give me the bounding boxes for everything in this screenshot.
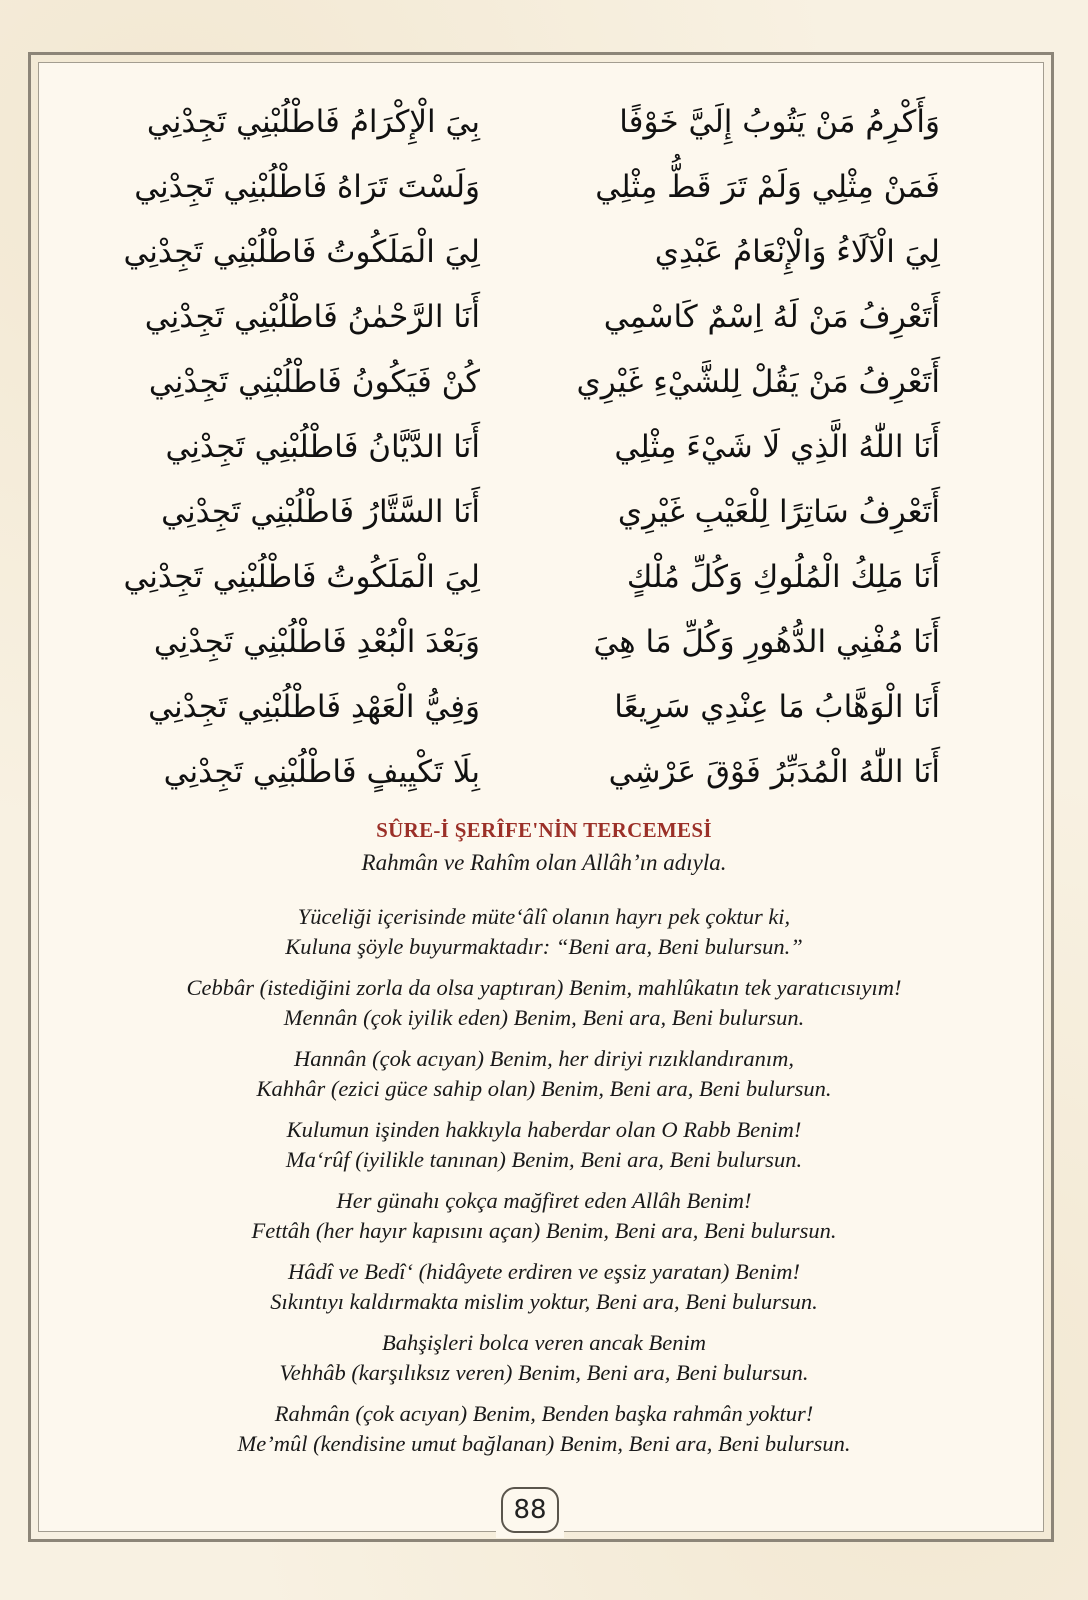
arabic-line: لِيَ الْمَلَكُوتُ فَاطْلُبْنِي تَجِدْنِي — [123, 234, 480, 270]
arabic-line: وَلَسْتَ تَرَاهُ فَاطْلُبْنِي تَجِدْنِي — [134, 169, 480, 205]
arabic-column-right — [540, 90, 940, 805]
arabic-line: أَتَعْرِفُ مَنْ يَقُلْ لِلشَّيْءِ غَيْرِي — [576, 364, 940, 400]
arabic-line: أَتَعْرِفُ مَنْ لَهُ اِسْمٌ كَاسْمِي — [603, 299, 940, 335]
arabic-line: وَفِيُّ الْعَهْدِ فَاطْلُبْنِي تَجِدْنِي — [148, 689, 480, 725]
verse-line: Hâdî ve Bedî‘ (hidâyete erdiren ve eşsiz yaratan) Benim! — [288, 1259, 800, 1284]
stanza — [40, 1115, 1048, 1175]
arabic-line: أَنَا الدَّيَّانُ فَاطْلُبْنِي تَجِدْنِي — [165, 429, 480, 465]
stanza — [40, 1044, 1048, 1104]
stanza — [40, 1186, 1048, 1246]
arabic-line: أَنَا اللّٰهُ الَّذِي لَا شَيْءَ مِثْلِي — [614, 429, 940, 465]
arabic-line: أَتَعْرِفُ سَاتِرًا لِلْعَيْبِ غَيْرِي — [617, 494, 940, 530]
verse-line: Sıkıntıyı kaldırmakta mislim yoktur, Beni ara, Beni bulursun. — [270, 1289, 818, 1314]
page-number: 88 — [501, 1487, 559, 1533]
arabic-line: وَأَكْرِمُ مَنْ يَتُوبُ إِلَيَّ خَوْفًا — [619, 104, 940, 140]
stanza — [40, 1399, 1048, 1459]
arabic-line: فَمَنْ مِثْلِي وَلَمْ تَرَ قَطُّ مِثْلِي — [595, 169, 940, 205]
arabic-line: لِيَ الْمَلَكُوتُ فَاطْلُبْنِي تَجِدْنِي — [123, 559, 480, 595]
arabic-column-left — [100, 90, 500, 805]
arabic-line: لِيَ الْآلَاءُ وَالْإِنْعَامُ عَبْدِي — [654, 234, 940, 270]
verse-line: Her günahı çokça mağfiret eden Allâh Benim! — [336, 1188, 752, 1213]
verse-line: Mennân (çok iyilik eden) Benim, Beni ara, Beni bulursun. — [283, 1005, 805, 1030]
verse-line: Rahmân (çok acıyan) Benim, Benden başka rahmân yoktur! — [274, 1401, 814, 1426]
stanza — [40, 973, 1048, 1033]
verse-line: Hannân (çok acıyan) Benim, her diriyi rızıklandıranım, — [294, 1046, 794, 1071]
verse-line: Kahhâr (ezici güce sahip olan) Benim, Beni ara, Beni bulursun. — [256, 1076, 832, 1101]
arabic-poem — [100, 90, 940, 805]
arabic-line: أَنَا الرَّحْمٰنُ فَاطْلُبْنِي تَجِدْنِي — [144, 299, 480, 335]
arabic-line: بِلَا تَكْيِيفٍ فَاطْلُبْنِي تَجِدْنِي — [163, 754, 480, 790]
verse-line: Ma‘rûf (iyilikle tanınan) Benim, Beni ara, Beni bulursun. — [285, 1147, 803, 1172]
arabic-line: أَنَا السَّتَّارُ فَاطْلُبْنِي تَجِدْنِي — [161, 494, 480, 530]
basmala-line: Rahmân ve Rahîm olan Allâh’ın adıyla. — [361, 850, 727, 875]
translation-verses — [40, 902, 1048, 1470]
verse-line: Cebbâr (istediğini zorla da olsa yaptıran) Benim, mahlûkatın tek yaratıcısıyım! — [186, 975, 902, 1000]
stanza — [40, 902, 1048, 962]
arabic-line: أَنَا مُفْنِي الدُّهُورِ وَكُلِّ مَا هِيَ — [593, 624, 940, 660]
arabic-line: بِيَ الْإِكْرَامُ فَاطْلُبْنِي تَجِدْنِي — [146, 104, 480, 140]
arabic-line: وَبَعْدَ الْبُعْدِ فَاطْلُبْنِي تَجِدْنِي — [153, 624, 480, 660]
translation-title: SÛRE-İ ŞERÎFE'NİN TERCEMESİ — [376, 818, 712, 842]
arabic-line: أَنَا الْوَهَّابُ مَا عِنْدِي سَرِيعًا — [614, 689, 940, 725]
verse-line: Fettâh (her hayır kapısını açan) Benim, Beni ara, Beni bulursun. — [251, 1218, 837, 1243]
stanza — [40, 1257, 1048, 1317]
verse-line: Bahşişleri bolca veren ancak Benim — [381, 1330, 707, 1355]
arabic-line: أَنَا مَلِكُ الْمُلُوكِ وَكُلِّ مُلْكٍ — [626, 559, 940, 595]
arabic-line: أَنَا اللّٰهُ الْمُدَبِّرُ فَوْقَ عَرْشِي — [608, 754, 940, 790]
verse-line: Kulumun işinden hakkıyla haberdar olan O Rabb Benim! — [286, 1117, 802, 1142]
verse-line: Vehhâb (karşılıksız veren) Benim, Beni ara, Beni bulursun. — [279, 1360, 809, 1385]
stanza — [40, 1328, 1048, 1388]
verse-line: Me’mûl (kendisine umut bağlanan) Benim, Beni ara, Beni bulursun. — [237, 1431, 851, 1456]
page-number-badge — [490, 1478, 570, 1542]
verse-line: Yüceliği içerisinde müte‘âlî olanın hayrı pek çoktur ki, — [297, 904, 791, 929]
arabic-line: كُنْ فَيَكُونُ فَاطْلُبْنِي تَجِدْنِي — [148, 364, 480, 400]
verse-line: Kuluna şöyle buyurmaktadır: “Beni ara, Beni bulursun.” — [285, 934, 803, 959]
